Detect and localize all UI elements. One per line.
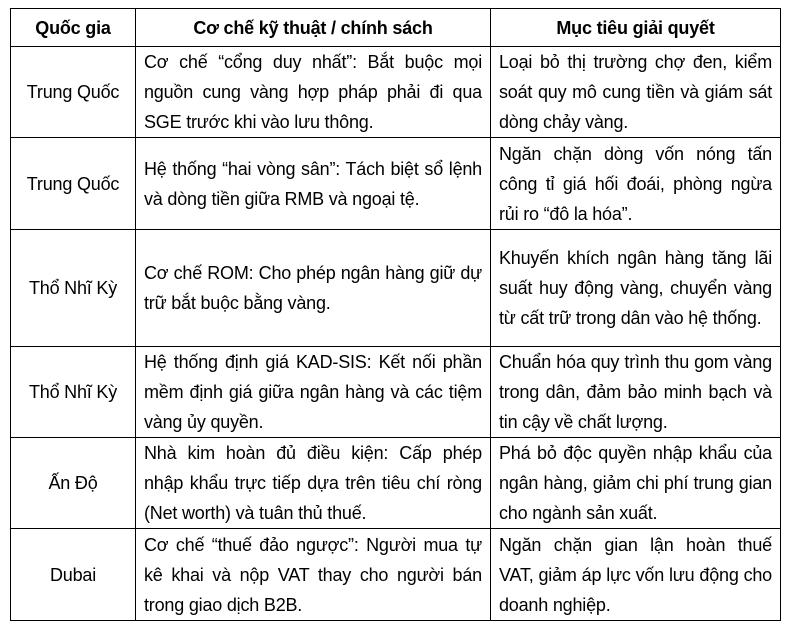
table-row bbox=[11, 47, 781, 138]
country-cell: Thổ Nhĩ Kỳ bbox=[11, 347, 136, 438]
goal-cell: Ngăn chặn dòng vốn nóng tấn công tỉ giá hối đoái, phòng ngừa rủi ro “đô la hóa”. bbox=[491, 138, 781, 230]
goal-cell: Chuẩn hóa quy trình thu gom vàng trong dân, đảm bảo minh bạch và tin cậy về chất lượng. bbox=[491, 347, 781, 438]
table-row bbox=[11, 347, 781, 438]
mechanism-cell: Hệ thống “hai vòng sân”: Tách biệt sổ lệnh và dòng tiền giữa RMB và ngoại tệ. bbox=[136, 138, 491, 230]
goal-cell: Ngăn chặn gian lận hoàn thuế VAT, giảm áp lực vốn lưu động cho doanh nghiệp. bbox=[491, 529, 781, 621]
header-goal: Mục tiêu giải quyết bbox=[491, 9, 781, 47]
mechanism-cell: Cơ chế “cổng duy nhất”: Bắt buộc mọi nguồn cung vàng hợp pháp phải đi qua SGE trước khi vào lưu thông. bbox=[136, 47, 491, 138]
country-cell: Dubai bbox=[11, 529, 136, 621]
header-country: Quốc gia bbox=[11, 9, 136, 47]
header-mechanism: Cơ chế kỹ thuật / chính sách bbox=[136, 9, 491, 47]
country-cell: Thổ Nhĩ Kỳ bbox=[11, 230, 136, 347]
goal-cell: Khuyến khích ngân hàng tăng lãi suất huy động vàng, chuyển vàng từ cất trữ trong dân vào hệ thống. bbox=[491, 230, 781, 347]
mechanism-cell: Hệ thống định giá KAD-SIS: Kết nối phần mềm định giá giữa ngân hàng và các tiệm vàng ủy quyền. bbox=[136, 347, 491, 438]
table-row bbox=[11, 138, 781, 230]
table-row bbox=[11, 438, 781, 529]
mechanism-cell: Cơ chế “thuế đảo ngược”: Người mua tự kê khai và nộp VAT thay cho người bán trong giao dịch B2B. bbox=[136, 529, 491, 621]
policy-table bbox=[10, 8, 781, 621]
table-row bbox=[11, 230, 781, 347]
goal-cell: Phá bỏ độc quyền nhập khẩu của ngân hàng, giảm chi phí trung gian cho ngành sản xuất. bbox=[491, 438, 781, 529]
mechanism-cell: Nhà kim hoàn đủ điều kiện: Cấp phép nhập khẩu trực tiếp dựa trên tiêu chí ròng (Net worth) và tuân thủ thuế. bbox=[136, 438, 491, 529]
country-cell: Trung Quốc bbox=[11, 47, 136, 138]
header-row bbox=[11, 9, 781, 47]
table-row bbox=[11, 529, 781, 621]
country-cell: Trung Quốc bbox=[11, 138, 136, 230]
country-cell: Ấn Độ bbox=[11, 438, 136, 529]
goal-cell: Loại bỏ thị trường chợ đen, kiểm soát quy mô cung tiền và giám sát dòng chảy vàng. bbox=[491, 47, 781, 138]
mechanism-cell: Cơ chế ROM: Cho phép ngân hàng giữ dự trữ bắt buộc bằng vàng. bbox=[136, 230, 491, 347]
